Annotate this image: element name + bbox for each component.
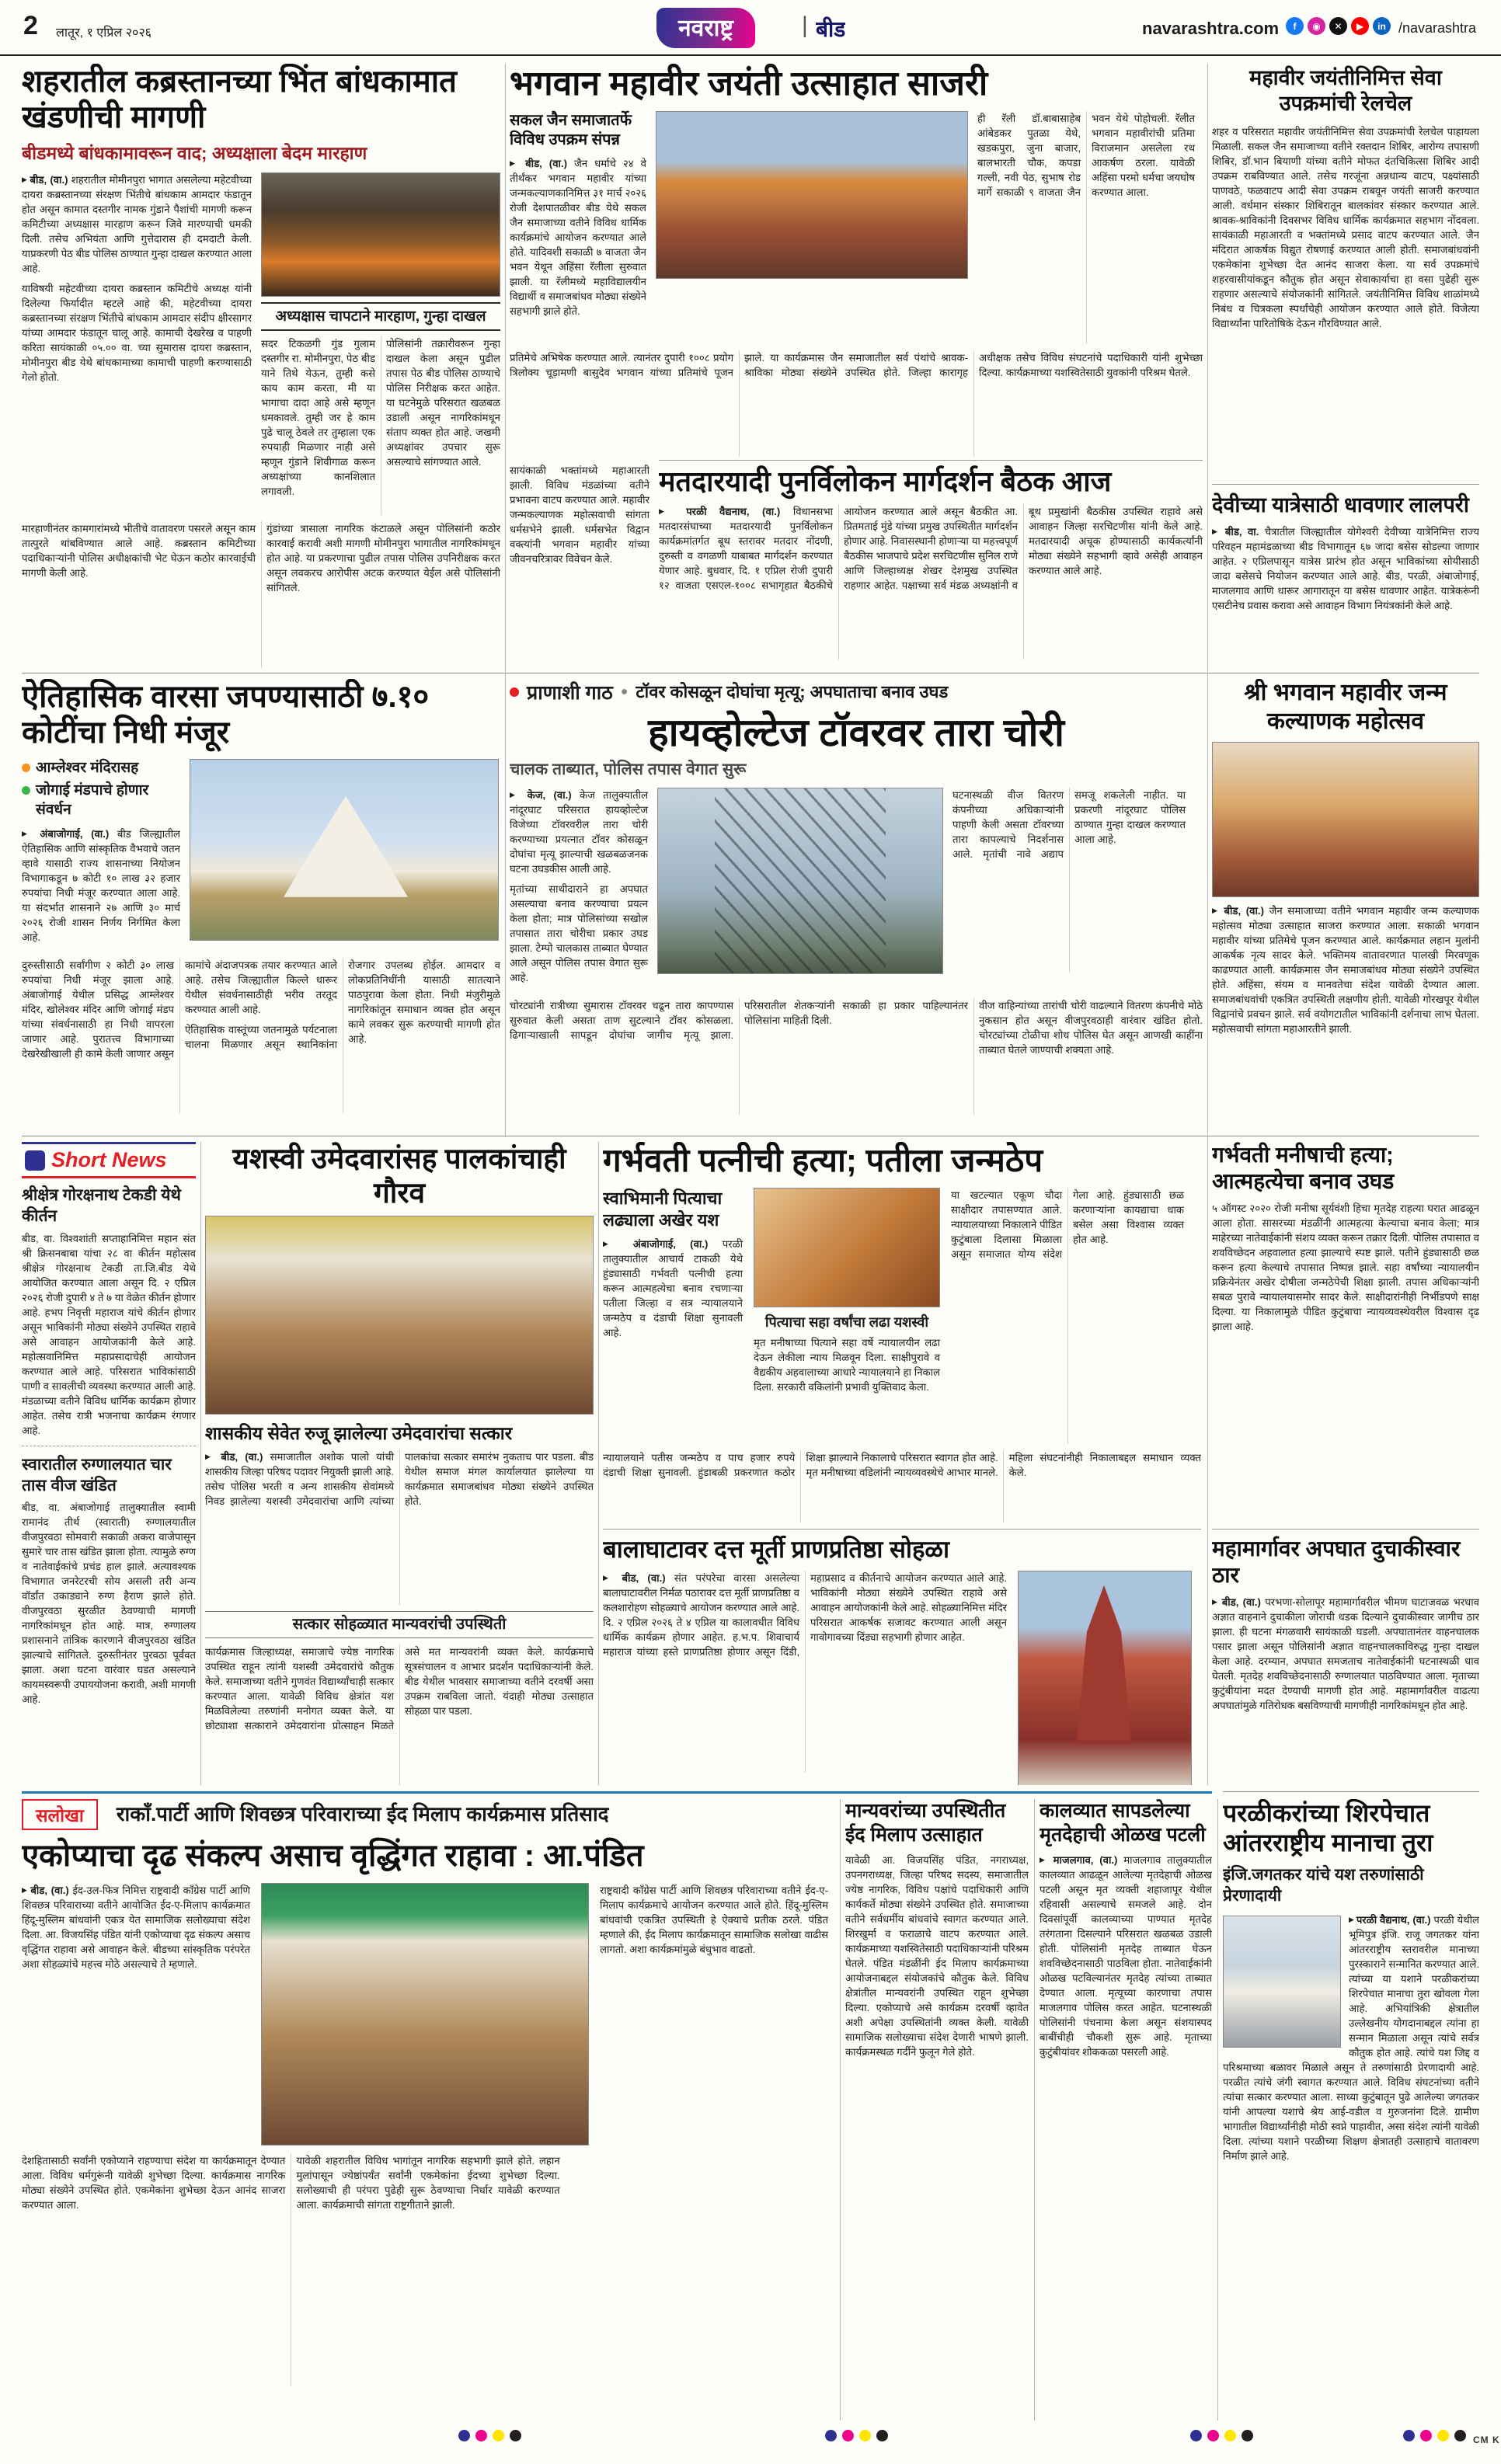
article-manisha-hatya	[1212, 1142, 1479, 1523]
print-dots	[1403, 2430, 1471, 2445]
article-body: ही रॅली डॉ.बाबासाहेब आंबेडकर पुतळा येथे, खडकपुरा, जुना बाजार, बालभारती चौक, कपडा गल्ली, नवी पेठ, सुभाष रोड मार्गे सकाळी ९ वाजता जैन भवन येथे पोहोचली. रॅलीत भगवान महावीरांची प्रतिमा विराजमान असलेला रथ आकर्षण ठरला. यावेळी अहिंसा परमो धर्मचा जयघोष करण्यात आला.	[977, 113, 1195, 199]
article-body: मारहाणीनंतर कामगारांमध्ये भीतीचे वातावरण पसरले असून काम तात्पुरते थांबविण्यात आले आहे. कब्रस्तान कमिटीच्या पदाधिकाऱ्यांनी पोलिस अधीक्षकांची भेट घेऊन कठोर कारवाईची मागणी केली आहे.	[22, 523, 256, 579]
short-news-item	[22, 1185, 196, 1438]
yellow-dot	[1224, 2430, 1236, 2441]
article-headline: महावीर जयंतीनिमित्त सेवा उपक्रमांची रेलचेल	[1249, 66, 1442, 115]
article-headline: मान्यवरांच्या उपस्थितीत ईद मिलाप उत्साहात	[845, 1800, 1006, 1846]
fallen-tower-photo	[657, 788, 943, 974]
gopuram-shape	[1065, 1585, 1143, 1741]
byline: ▶ माजलगाव, (वा.)	[1040, 1854, 1117, 1866]
cyan-dot	[825, 2430, 837, 2441]
black-dot	[1454, 2430, 1466, 2441]
article-jagtakar-yash	[1223, 1799, 1479, 2422]
jagtakar-portrait-photo	[1223, 1916, 1341, 2048]
article-manyavar-upasthiti	[845, 1799, 1029, 2422]
tag-separator-icon: ●	[620, 685, 629, 698]
temple-gopuram-photo	[1018, 1571, 1192, 1785]
bottom-section-rule	[22, 1791, 1212, 1794]
tower-lattice	[715, 788, 886, 973]
article-kicker: स्वाभिमानी पित्याचा लढ्याला अखेर यश	[603, 1188, 723, 1230]
youtube-icon[interactable]: ▶	[1351, 17, 1369, 35]
article-body: न्यायालयाने पतीस जन्मठेप व पाच हजार रुपये दंडाची शिक्षा सुनावली. हुंडाबळी प्रकरणात कठोर शिक्षा झाल्याने निकालाचे परिसरात स्वागत होत आहे. मृत मनीषाच्या वडिलांनी न्यायव्यवस्थेचे आभार मानले. महिला संघटनांनीही निकालाबद्दल समाधान व्यक्त केले.	[603, 1451, 1201, 1478]
article-body: केज तालुक्यातील नांदूरघाट परिसरात हायव्होल्टेज विजेच्या टॉवरवरील तारा चोरी करण्याच्या प्रयत्नात टॉवर कोसळून दोघांचा मृत्यू झाल्याची खळबळजनक घटना उघडकीस आली आहे.	[510, 789, 649, 875]
article-headline: मतदारयादी पुनर्विलोकन मार्गदर्शन बैठक आज	[659, 465, 1112, 497]
yellow-dot	[859, 2430, 871, 2441]
article-eid-milap	[22, 1799, 834, 2422]
black-dot	[1242, 2430, 1253, 2441]
bullet-item: जोगाई मंडपाचे होणार संवर्धन	[22, 781, 180, 820]
page-number: 2	[23, 11, 38, 40]
social-handle[interactable]: /navarashtra	[1398, 20, 1477, 36]
byline: ▶ बीड, (वा.)	[510, 158, 567, 169]
article-headline: गर्भवती मनीषाची हत्या; आत्महत्येचा बनाव उघड	[1212, 1143, 1395, 1194]
edition-name: बीड	[816, 17, 846, 41]
byline: ▶ बीड, (वा.)	[1212, 1596, 1261, 1608]
article-body: चोरट्यांनी रात्रीच्या सुमारास टॉवरवर चढून तारा कापण्यास सुरुवात केली असता ताण सुटल्याने टॉवर कोसळला. ढिगाऱ्याखाली सापडून दोघांचा जागीच मृत्यू झाला. परिसरातील शेतकऱ्यांनी सकाळी हा प्रकार पाहिल्यानंतर पोलिसांना माहिती दिली.	[510, 1000, 968, 1041]
mid-subhead: सत्कार सोहळ्यात मान्यवरांची उपस्थिती	[205, 1611, 594, 1638]
temple-shape	[284, 796, 408, 897]
bullet-item: आम्लेश्वर मंदिरासह	[22, 759, 180, 778]
section-rule	[1223, 1791, 1479, 1792]
article-body: जैन धर्माचे २४ वे तीर्थंकर भगवान महावीर यांच्या जन्मकल्याणकानिमित्त ३१ मार्च २०२६ रोजी देशपातळीवर बीड येथे सकल जैन समाजाच्या वतीने विविध धार्मिक कार्यक्रमांचे आयोजन करण्यात आले होते. यादिवशी सकाळी ७ वाजता जैन भवन येथून अहिंसा रॅलीला सुरुवात झाली. या रॅलीमध्ये महाविद्यालयीन विद्यार्थी व समाजबांधव मोठ्या संख्येने सहभागी झाले होते.	[510, 158, 646, 318]
byline: ▶ बीड, (वा.)	[205, 1451, 263, 1463]
article-kalvya-mrutdeh	[1040, 1799, 1212, 2422]
article-kicker: इंजि.जगतकर यांचे यश तरुणांसाठी प्रेरणादायी	[1223, 1865, 1424, 1905]
tag-kicker: टॉवर कोसळून दोघांचा मृत्यू; अपघाताचा बनाव उघड	[636, 681, 949, 701]
article-body: ईद-उल-फित्र निमित्त राष्ट्रवादी काँग्रेस पार्टी आणि शिवछत्र परिवाराच्या वतीने आयोजित ईद-ए-मिलाप कार्यक्रमात हिंदू-मुस्लिम बांधवांनी एकत्र येत सामाजिक सलोख्याचा संदेश दिला. आ. विजयसिंह पंडित यांनी एकोप्याचा दृढ संकल्प असाच वृद्धिंगत राहावा असे आवाहन केले. बीडच्या सांस्कृतिक परंपरेत अशा सोहळ्यांचे महत्त्व मोठे असल्याचे ते म्हणाले.	[22, 1885, 250, 1971]
facebook-icon[interactable]: f	[1286, 17, 1304, 35]
satkar-event-photo	[205, 1216, 594, 1415]
tag-label: प्राणाशी गाठ	[527, 682, 613, 704]
article-body: शहरातील मोमीनपुरा भागात असलेल्या महेटवीच्या दायरा कब्रस्तानच्या संरक्षण भिंतीचे बांधकाम आमदार फंडातून होत असून कामात दस्तगीर नामक गुंडाने पैशांची मागणी करून कमिटीच्या अध्यक्षास मारहाण करून जिवे मारण्याची धमकी दिली. तसेच अभियंता आणि गुत्तेदारास ही दमदाटी केली. याप्रकरणी पेठ बीड पोलिस ठाण्यात गुन्हा दाखल करण्यात आला आहे.	[22, 173, 252, 274]
column-rule	[1217, 1799, 1218, 2420]
article-body: यावेळी आ. विजयसिंह पंडित, नगराध्यक्ष, उपनगराध्यक्ष, जिल्हा परिषद सदस्य, समाजातील ज्येष्ठ नागरिक, विविध पक्षांचे पदाधिकारी आणि कार्यकर्ते मोठ्या संख्येने उपस्थित होते. समाजाच्या वतीने सर्वधर्मीय बांधवांचे स्वागत करण्यात आले. शिरखुर्मा व फराळाचे वाटप करण्यात आले. कार्यक्रमाच्या यशस्वितेसाठी पदाधिकाऱ्यांनी परिश्रम घेतले. पंडित मंडळींनी ईद मिलाप कार्यक्रमाच्या आयोजनाबद्दल संयोजकांचे कौतुक केले. विविध क्षेत्रांतील मान्यवरांनी उपस्थित राहून शुभेच्छा दिल्या. एकोप्याचे असे कार्यक्रम दरवर्षी व्हावेत अशी अपेक्षा उपस्थितांनी व्यक्त केली. यावेळी सामाजिक सलोख्याचा संदेश देणारी भाषणे झाली. कार्यक्रमस्थळ गर्दीने फुलून गेले होते.	[845, 1854, 1029, 2058]
article-body: परळी येथील भूमिपुत्र इंजि. राजू जगतकर यांना आंतरराष्ट्रीय स्तरावरील मानाच्या पुरस्काराने सन्मानित करण्यात आले. त्यांच्या या यशाने परळीकरांच्या शिरपेचात मानाचा तुरा खोवला गेला आहे. अभियांत्रिकी क्षेत्रातील उल्लेखनीय योगदानाबद्दल त्यांना हा सन्मान मिळाला असून त्यांचे सर्वत्र कौतुक होत आहे. त्यांचे यश जिद्द व परिश्रमाच्या बळावर मिळाले असून ते तरुणांसाठी प्रेरणादायी आहे. परळीत त्यांचे जंगी स्वागत करण्यात आले. विविध संघटनांच्या वतीने त्यांचा सत्कार करण्यात आला. साध्या कुटुंबातून पुढे आलेल्या जगतकर यांनी आपल्या यशाचे श्रेय आई-वडील व गुरुजनांना दिले. ग्रामीण भागातील विद्यार्थ्यांनीही मोठी स्वप्ने पाहावीत, असा संदेश त्यांनी यावेळी दिला. त्यांच्या यशाने परळीच्या शिक्षण क्षेत्रातही उत्साहाचे वातावरण निर्माण झाले आहे.	[1223, 1914, 1479, 2163]
article-body: सायंकाळी भक्तांमध्ये महाआरती झाली. विविध मंडळांच्या वतीने प्रभावना वाटप करण्यात आले. महावीर जन्मकल्याणक महोत्सवाची सांगता धर्मसभेने झाली. धर्मसभेत विद्वान वक्त्यांनी भगवान महावीर यांच्या जीवनचरित्रावर विवेचन केले.	[510, 465, 650, 565]
article-devi-yatra	[1212, 492, 1479, 670]
byline: ▶ बीड, (वा.)	[22, 174, 68, 186]
black-dot	[876, 2430, 888, 2441]
salokha-tag: सलोखा	[22, 1799, 98, 1830]
bullet-dot-icon	[22, 764, 30, 772]
article-body: माजलगाव तालुक्यातील कालव्यात आढळून आलेल्या मृतदेहाची ओळख पटली असून मृत व्यक्ती शहाजापूर येथील रहिवासी असल्याचे समजले आहे. दोन दिवसांपूर्वी कालव्याच्या पाण्यात मृतदेह तरंगताना दिसल्याने परिसरात खळबळ उडाली होती. पोलिसांनी मृतदेह ताब्यात घेऊन शवविच्छेदनासाठी पाठविला होता. नातेवाईकांनी ओळख पटविल्यानंतर मृतदेह त्यांच्या ताब्यात देण्यात आला. मृत्यूच्या कारणाचा तपास माजलगाव पोलिस करत आहेत. घटनास्थळी पोलिसांनी पंचनामा केला असून संशयास्पद बाबींचीही चौकशी सुरू आहे. मृताच्या कुटुंबीयांवर शोककळा पसरली आहे.	[1040, 1854, 1212, 2058]
box-subhead: अध्यक्षास चापटाने मारहाण, गुन्हा दाखल	[261, 302, 500, 332]
article-mahavir-jayanti	[510, 64, 1203, 457]
article-tower-chori	[510, 679, 1203, 1134]
byline: ▶ अंबाजोगाई, (वा.)	[603, 1238, 708, 1250]
byline: ▶ केज, (वा.)	[510, 789, 572, 801]
instagram-icon[interactable]: ◉	[1308, 17, 1325, 35]
short-news-icon	[25, 1150, 45, 1171]
article-body: ऐतिहासिक वास्तूंच्या जतनामुळे पर्यटनाला चालना मिळणार असून स्थानिकांना रोजगार उपलब्ध होईल. आमदार व लोकप्रतिनिधींनी यासाठी सातत्याने पाठपुरावा केला होता. निधी मंजुरीमुळे नागरिकांतून समाधान व्यक्त होत असून कामे लवकर सुरू करण्याची मागणी होत आहे.	[185, 959, 500, 1050]
article-subhead: शासकीय सेवेत रुजू झालेल्या उमेदवारांचा सत्कार	[205, 1423, 513, 1444]
article-subhead: बीडमध्ये बांधकामावरून वाद; अध्यक्षाला बेदम मारहाण	[22, 142, 367, 163]
article-body: गुंडांच्या त्रासाला नागरिक कंटाळले असून पोलिसांनी कठोर कारवाई करावी अशी मागणी मोमीनपुरा भागातील नागरिकांमधून होत आहे. या प्रकरणाचा पुढील तपास पोलिस उपनिरीक्षक करत असून लवकरच आरोपीस अटक करण्यात येईल असे पोलिसांनी सांगितले.	[266, 523, 500, 594]
byline: ▶ बीड, (वा.)	[22, 1885, 69, 1896]
mahotsav-group-photo	[1212, 742, 1479, 897]
magenta-dot	[842, 2430, 854, 2441]
article-body: मृतांच्या साथीदाराने हा अपघात असल्याचा बनाव करण्याचा प्रयत्न केला होता; मात्र पोलिसांच्या सखोल तपासात तारा चोरीचा प्रकार उघड झाला. टेम्पो चालकास ताब्यात घेण्यात आले असून पोलिस तपास वेगात सुरू आहे.	[510, 883, 648, 983]
article-kicker: राकाँ.पार्टी आणि शिवछत्र परिवाराच्या ईद मिलाप कार्यक्रमास प्रतिसाद	[116, 1802, 609, 1826]
column-rule	[505, 64, 506, 1136]
cyan-dot	[458, 2430, 470, 2441]
article-subhead: चालक ताब्यात, पोलिस तपास वेगात सुरू	[510, 760, 747, 778]
article-body: सदर टिकळगी गुंड गुलाम दस्तगीर रा. मोमीनपुरा, पेठ बीड याने तिथे येऊन, तुम्ही कसे काय काम करता, मी या भागाचा दादा आहे असे म्हणून धमकावले. तुम्ही जर हे काम पुढे चालू ठेवले तर तुम्हाला एक रुपयाही मिळणार नाही असे म्हणून गुंडाने शिवीगाळ करून अध्यक्षांच्या कानशिलात लगावली.	[261, 338, 375, 498]
cyan-dot	[1190, 2430, 1202, 2441]
masthead-divider: |	[802, 12, 808, 38]
page-header	[0, 0, 1501, 56]
article-headline: ऐतिहासिक वारसा जपण्यासाठी ७.१० कोटींचा निधी मंजूर	[22, 680, 430, 750]
article-body: परभणा-सोलापूर महामार्गावरील भीमण घाटाजवळ भरधाव अज्ञात वाहनाने दुचाकीला जोराची धडक दिल्याने दुचाकीस्वार जागीच ठार झाला. ही घटना मंगळवारी सायंकाळी घडली. अपघातानंतर वाहनचालक पसार झाला असून पोलिसांनी अज्ञात वाहनचालकाविरुद्ध गुन्हा दाखल केला आहे. दरम्यान, अपघात समजताच नातेवाईकांनी घटनास्थळी धाव घेतली. मृतदेह शवविच्छेदनासाठी रुग्णालयात पाठविण्यात आला. मृताच्या कुटुंबीयांना मदत देण्याची मागणी होत आहे. महामार्गावरील वाढत्या अपघातांमुळे गतिरोधक बसविण्याची मागणीही नागरिकांमधून होत आहे.	[1212, 1596, 1479, 1712]
article-body: पोलिसांनी तक्रारीवरून गुन्हा दाखल केला असून पुढील तपास पेठ बीड पोलिस ठाण्याचे पोलिस निरीक्षक करत आहेत. या घटनेमुळे परिसरात खळबळ उडाली असून नागरिकांमधून संताप व्यक्त होत आहे. जखमी अध्यक्षांवर उपचार सुरू असल्याचे सांगण्यात आले.	[386, 338, 500, 468]
article-headline: श्री भगवान महावीर जन्म कल्याणक महोत्सव	[1244, 680, 1447, 734]
article-yashasvi-satkar	[205, 1142, 594, 1785]
column-rule	[200, 1142, 201, 1785]
column-rule	[840, 1799, 841, 2420]
eid-milap-group-photo	[261, 1883, 589, 2146]
short-news-box	[22, 1142, 196, 1785]
article-headline: देवीच्या यात्रेसाठी धावणार लालपरी	[1212, 493, 1469, 517]
article-body: मृत मनीषाच्या पित्याने सहा वर्षे न्यायालयीन लढा देऊन लेकीला न्याय मिळवून दिला. साक्षीपुरावे व वैद्यकीय अहवालाच्या आधारे न्यायालयाने हा निकाल दिला. सरकारी वकिलांनी प्रभावी युक्तिवाद केला.	[754, 1336, 940, 1393]
article-headline: एकोप्याचा दृढ संकल्प असाच वृद्धिंगत राहावा : आ.पंडित	[22, 1839, 644, 1873]
article-headline: भगवान महावीर जयंती उत्साहात साजरी	[510, 64, 988, 103]
short-news-item-body: बीड, वा. अंबाजोगाई तालुक्यातील स्वामी रामानंद तीर्थ (स्वाराती) रुग्णालयातील वीजपुरवठा सोमवारी सकाळी अकरा वाजेपासून सुमारे चार तास खंडित झाला होता. त्यामुळे रुग्ण व नातेवाईकांचे प्रचंड हाल झाले. अत्यावश्यक विभागात जनरेटरची सोय असली तरी अन्य वॉर्डांत उकाड्याने रुग्ण हैराण झाले होते. वीजपुरवठा सुरळीत ठेवण्याची मागणी नागरिकांमधून होत आहे. मात्र, रुग्णालय प्रशासनाने तांत्रिक कारणाने वीजपुरवठा खंडित झाल्याचे सांगितले. दुरुस्तीनंतर पुरवठा पूर्ववत झाला. अशा घटना वारंवार घडत असल्याने कायमस्वरूपी उपाययोजना करावी, अशी मागणी आहे.	[22, 1502, 196, 1706]
short-news-item	[22, 1454, 196, 1707]
short-news-item-body: बीड, वा. विश्वशांती सप्ताहानिमित्त महान संत श्री क्रिसनबाबा यांचा २८ वा कीर्तन महोत्सव श्रीक्षेत्र गोरक्षनाथ टेकडी ता.जि.बीड येथे आयोजित करण्यात आला असून दि. २ एप्रिल २०२६ रोजी दुपारी ४ ते ७ या वेळेत कीर्तन होणार आहे. हभप निवृत्ती महाराज यांचे कीर्तन होणार असून भाविकांनी मोठ्या संख्येने उपस्थित राहावे असे आवाहन आयोजकांनी केले आहे. महोत्सवानिमित्त महाप्रसादाचेही आयोजन करण्यात आले आहे. परिसरात भाविकांसाठी पाणी व सावलीची व्यवस्था करण्यात आली आहे. मंडळाच्या वतीने विविध धार्मिक कार्यक्रम होणार आहेत. तसेच रात्री भजनाचा कार्यक्रम रंगणार आहे.	[22, 1232, 196, 1436]
magenta-dot	[1420, 2430, 1432, 2441]
article-headline: हायव्होल्टेज टॉवरवर तारा चोरी	[648, 711, 1064, 754]
article-datt-murti	[603, 1529, 1201, 1785]
masthead-logo: नवराष्ट्र	[656, 8, 755, 48]
article-seva-relchel	[1212, 65, 1479, 485]
article-body: ५ ऑगस्ट २०२० रोजी मनीषा सूर्यवंशी हिचा मृतदेह राहत्या घरात आढळून आला होता. सासरच्या मंडळींनी आत्महत्या केल्याचा बनाव केला; मात्र माहेरच्या नातेवाईकांनी संशय व्यक्त करून तक्रार दिली. पोलिस तपासात व शवविच्छेदन अहवालात हत्या झाल्याचे स्पष्ट झाले. पतीने हुंड्यासाठी छळ करून हत्या केल्याचे तपासात निष्पन्न झाले. सहा वर्षांच्या न्यायालयीन प्रक्रियेनंतर अखेर दोषीला जन्मठेपेची शिक्षा झाली. तपास अधिकाऱ्यांनी सबळ पुरावे न्यायालयासमोर सादर केले. साक्षीदारांनीही निर्भीडपणे साक्ष दिल्या. या निकालामुळे पीडित कुटुंबाचा न्यायव्यवस्थेवरील विश्वास दृढ झाला आहे.	[1212, 1202, 1479, 1333]
byline: ▶ अंबाजोगाई, (वा.)	[22, 828, 109, 840]
yellow-dot	[1437, 2430, 1449, 2441]
column-rule	[1207, 64, 1208, 1785]
x-icon[interactable]: ✕	[1329, 17, 1347, 35]
social-icons	[1282, 17, 1391, 35]
black-dot	[510, 2430, 521, 2441]
article-body: या खटल्यात एकूण चौदा साक्षीदार तपासण्यात आले. न्यायालयाच्या निकालाने पीडित कुटुंबाला दिलासा मिळाला असून समाजात योग्य संदेश गेला आहे. हुंड्यासाठी छळ करणाऱ्यांना कायद्याचा धाक बसेल असा विश्वास व्यक्त होत आहे.	[951, 1188, 1184, 1260]
byline: ▶ बीड, (वा.)	[603, 1572, 666, 1584]
byline: ▶ बीड, (वा.)	[1212, 905, 1264, 917]
article-subhead: सकल जैन समाजातर्फे विविध उपक्रम संपन्न	[510, 112, 632, 149]
article-body: घटनास्थळी वीज वितरण कंपनीच्या अधिकाऱ्यांनी पाहणी केली असता टॉवरच्या तारा कापल्याचे निदर्शनास आले. मृतांची नावे अद्याप समजू शकलेली नाहीत. या प्रकरणी नांदूरघाट पोलिस ठाण्यात गुन्हा दाखल करण्यात आला आहे.	[952, 789, 1186, 860]
short-news-item-headline: स्वारातील रुग्णालयात चार तास वीज खंडित	[22, 1455, 172, 1495]
bullet-dot-icon	[22, 786, 30, 795]
dateline: लातूर, १ एप्रिल २०२६	[56, 26, 151, 40]
article-body: कार्यक्रमास जिल्हाध्यक्ष, समाजाचे ज्येष्ठ नागरिक उपस्थित राहून त्यांनी यशस्वी उमेदवारांचे कौतुक केले. समाजाच्या वतीने गुणवंत विद्यार्थ्यांचाही सत्कार करण्यात आला. यावेळी विविध क्षेत्रांत यश मिळविलेल्या तरुणांनी मनोगत व्यक्त केले. या छोट्याशा सत्काराने उमेदवारांना प्रोत्साहन मिळते असे मत मान्यवरांनी व्यक्त केले. कार्यक्रमाचे सूत्रसंचालन व आभार प्रदर्शन पदाधिकाऱ्यांनी केले. बीड येथील भावसार समाजाच्या वतीने दरवर्षी असा उपक्रम राबविला जातो. यंदाही मोठ्या उत्साहात सोहळा पार पडला.	[205, 1646, 594, 1732]
article-headline: गर्भवती पत्नीची हत्या; पतीला जन्मठेप	[603, 1142, 1043, 1178]
article-heritage-nidhi	[22, 679, 500, 1134]
article-body: याविषयी महेटवीच्या दायरा कब्रस्तान कमिटीचे अध्यक्ष यांनी दिलेल्या फिर्यादीत म्हटले आहे की, महेटवीच्या दायरा कब्रस्तानच्या संरक्षण भिंतीचे बांधकाम आमदार संदीप क्षीरसागर यांच्या आमदार फंडातून चालू आहे. कामाची देखरेख व पाहणी करिता सायंकाळी ०५.०० वा. च्या सुमारास दायरा कब्रस्तान, मोमीनपुरा बीड येथे बांधकामाच्या कामाची पाहणी करण्यासाठी गेलो होतो.	[22, 282, 252, 383]
article-headline: महामार्गावर अपघात दुचाकीस्वार ठार	[1212, 1537, 1461, 1588]
website-url[interactable]: navarashtra.com	[1142, 19, 1280, 38]
article-headline: परळीकरांच्या शिरपेचात आंतरराष्ट्रीय मानाचा तुरा	[1223, 1799, 1433, 1857]
article-body: वीज वाहिन्यांच्या तारांची चोरी वाढल्याने वितरण कंपनीचे मोठे नुकसान होत असून वीजपुरवठाही वारंवार खंडित होतो. चोरट्यांच्या टोळीचा शोध पोलिस घेत असून आणखी काहींना ताब्यात घेतले जाण्याची शक्यता आहे.	[979, 1000, 1203, 1056]
column-rule	[598, 1142, 599, 1785]
article-body: विधानसभा मतदारसंघाच्या मतदारयादी पुनर्विलोकन कार्यक्रमांतर्गत बूथ स्तरावर मतदार नोंदणी, दुरुस्ती व वगळणी याबाबत मार्गदर्शन करण्यात येणार आहे. बुधवार, दि. १ एप्रिल रोजी दुपारी १२ वाजता एसएल-१००८ सभागृहात बैठकीचे आयोजन करण्यात आले असून बैठकीत आ. प्रितमताई मुंडे यांच्या प्रमुख उपस्थितीत मार्गदर्शन होणार आहे. निवासस्थानी होणाऱ्या या महत्त्वपूर्ण बैठकीस भाजपाचे प्रदेश सरचिटणीस सुनिल राणे आणि जिल्हाध्यक्ष शेखर देशमुख उपस्थित राहणार आहेत. पक्षाच्या सर्व मंडळ अध्यक्षांनी व बूथ प्रमुखांनी बैठकीस उपस्थित राहावे असे आवाहन जिल्हा सरचिटणीस यांनी केले आहे. मतदारयादी अचूक होण्यासाठी कार्यकर्त्यांनी मोठ्या संख्येने सहभागी व्हावे असेही आवाहन करण्यात आले आहे.	[659, 506, 1203, 592]
short-news-title: Short News	[51, 1148, 167, 1171]
article-body: समाजातील अशोक पालो यांची शासकीय जिल्हा परिषद पदावर नियुक्ती झाली आहे. तसेच पोलिस भरती व अन्य शासकीय सेवांमध्ये निवड झालेल्या यशस्वी उमेदवारांचा आणि त्यांच्या पालकांचा सत्कार समारंभ नुकताच पार पडला. बीड येथील समाज मंगल कार्यालयात झालेल्या या कार्यक्रमात समाजबांधव मोठ्या संख्येने उपस्थित होते.	[205, 1451, 594, 1508]
article-body: बीड जिल्ह्यातील ऐतिहासिक आणि सांस्कृतिक वैभवाचे जतन व्हावे यासाठी राज्य शासनाच्या नियोजन विभागाकडून ७ कोटी १० लाख ३२ हजार रुपयांचा निधी मंजूर करण्यात आला आहे. या संदर्भात शासनाने २७ आणि ३० मार्च २०२६ रोजी शासन निर्णय निर्गमित केला आहे.	[22, 827, 181, 943]
linkedin-icon[interactable]: in	[1373, 17, 1391, 35]
red-dot-icon	[510, 687, 519, 697]
byline: ▶ परळी वैद्यनाथ, (वा.)	[1349, 1914, 1431, 1926]
article-body: देशहितासाठी सर्वांनी एकोप्याने राहण्याचा संदेश या कार्यक्रमातून देण्यात आला. विविध धर्मगुरूंनी यावेळी शुभेच्छा दिल्या. कार्यक्रमास नागरिक मोठ्या संख्येने उपस्थित होते. एकमेकांना शुभेच्छा देऊन आनंद साजरा करण्यात आला.	[22, 2155, 286, 2212]
article-mahavir-jayanti-continue	[510, 463, 650, 668]
short-news-item-headline: श्रीक्षेत्र गोरक्षनाथ टेकडी येथे कीर्तन	[22, 1186, 181, 1226]
tagline	[510, 679, 1203, 705]
article-body: राष्ट्रवादी काँग्रेस पार्टी आणि शिवछत्र परिवाराच्या वतीने ईद-ए-मिलाप कार्यक्रमाचे आयोजन करण्यात आले होते. हिंदू-मुस्लिम बांधवांची एकत्रित उपस्थिती हे ऐक्याचे प्रतीक ठरले. पंडित म्हणाले की, ईद मिलाप कार्यक्रमातून सामाजिक सलोखा वाढीस लागतो. अशा कार्यक्रमांमुळे बंधुभाव वाढतो.	[600, 1885, 828, 1956]
article-body: जैन समाजाच्या वतीने भगवान महावीर जन्म कल्याणक महोत्सव मोठ्या उत्साहात साजरा करण्यात आला. सकाळी भगवान महावीर यांच्या प्रतिमेचे पूजन करण्यात आले. कार्यक्रमात लहान मुलांनी आकर्षक नृत्य सादर केले. भक्तिमय वातावरणात पालखी मिरवणूक काढण्यात आली. कार्यक्रमास जैन समाजबांधव मोठ्या संख्येने उपस्थित होते. अहिंसा, संयम व मानवतेचा संदेश यावेळी देण्यात आला. समाजबांधवांची एकत्रित उपस्थिती लक्षणीय होती. यावेळी गोरखपूर येथील विद्वानांचे प्रवचन झाले. सर्व वयोगटातील भाविकांनी दर्शनाचा लाभ घेतला. महोत्सवाची सांगता महाआरतीने झाली.	[1212, 905, 1479, 1035]
byline: ▶ बीड, वा.	[1212, 526, 1259, 538]
article-body: यावेळी शहरातील विविध भागांतून नागरिक सहभागी झाले होते. लहान मुलांपासून ज्येष्ठांपर्यंत सर्वांनी एकमेकांना ईदच्या शुभेच्छा दिल्या. सलोख्याची ही परंपरा पुढेही सुरू ठेवण्याचा निर्धार यावेळी करण्यात आला. कार्यक्रमाची सांगता राष्ट्रगीताने झाली.	[296, 2155, 560, 2212]
yellow-dot	[493, 2430, 504, 2441]
article-body: दुरुस्तीसाठी सर्वांगीण २ कोटी ३० लाख रुपयांचा निधी मंजूर झाला आहे. अंबाजोगाई येथील प्रसिद्ध आम्लेश्वर मंदिर, खोलेश्वर मंदिर आणि जोगाई मंडप यांच्या संवर्धनासाठी हा निधी वापरला जाणार आहे. पुरातत्त्व विभागाच्या देखरेखीखाली ही कामे केली जाणार असून कामांचे अंदाजपत्रक तयार करण्यात आले आहे. तसेच जिल्ह्यातील किल्ले धारूर येथील संवर्धनासाठीही भरीव तरतूद करण्यात आली आहे.	[22, 959, 337, 1060]
procession-photo	[656, 111, 968, 279]
short-news-header	[22, 1142, 196, 1178]
article-headline: शहरातील कब्रस्तानच्या भिंत बांधकामात खंडणीची मागणी	[22, 64, 457, 135]
print-dots	[458, 2430, 527, 2445]
mid-subhead: पित्याचा सहा वर्षांचा लढा यशस्वी	[764, 1314, 929, 1330]
article-kabrastan	[22, 64, 500, 668]
debris-fire-photo	[261, 172, 500, 297]
article-headline: बालाघाटावर दत्त मूर्ती प्राणप्रतिष्ठा सोहळा	[603, 1536, 950, 1563]
article-janma-kalyanak	[1212, 679, 1479, 1134]
article-matdar-baithak	[659, 460, 1203, 668]
temple-photo	[190, 759, 499, 941]
article-body: चैत्रातील जिल्ह्यातील योगेश्वरी देवीच्या यात्रेनिमित्त राज्य परिवहन महामंडळाच्या बीड विभागातून ६७ जादा बसेस सोडल्या जाणार आहेत. २ एप्रिलपासून यात्रेस प्रारंभ होत असून भाविकांच्या सोयीसाठी जादा बसेसचे नियोजन करण्यात आले आहे. बीड, परळी, अंबाजोगाई, माजलगाव आणि धारूर आगारातून या बसेस धावणार आहेत. यात्रेकरूंनी एसटीनेच प्रवास करावा असे आवाहन विभाग नियंत्रकांनी केले आहे.	[1212, 525, 1479, 611]
column-rule	[1034, 1799, 1035, 2420]
magenta-dot	[475, 2430, 487, 2441]
article-body: प्रतिमेचे अभिषेक करण्यात आले. त्यानंतर दुपारी १००८ प्रयोग त्रिलोक्य चूड़ामणी बासुदेव भगवान यांच्या प्रतिमांचे पूजन झाले. या कार्यक्रमास जैन समाजातील सर्व पंथांचे श्रावक-श्राविका मोठ्या संख्येने उपस्थित होते. जिल्हा कारागृह अधीक्षक तसेच विविध संघटनांचे पदाधिकारी यांनी शुभेच्छा दिल्या. कार्यक्रमाच्या यशस्वितेसाठी युवकांनी परिश्रम घेतले.	[510, 352, 1203, 379]
byline: ▶ परळी वैद्यनाथ, (वा.)	[659, 506, 780, 517]
article-garbhavati-hatya	[603, 1142, 1201, 1523]
article-headline: कालव्यात सापडलेल्या मृतदेहाची ओळख पटली	[1040, 1800, 1206, 1846]
article-body: परळी तालुक्यातील आचार्य टाकळी येथे हुंड्यासाठी गर्भवती पत्नीची हत्या करून आत्महत्येचा बनाव रचणाऱ्या पतीला जिल्हा व सत्र न्यायालयाने जन्मठेप व दंडाची शिक्षा सुनावली आहे.	[603, 1237, 744, 1338]
print-dots	[825, 2430, 893, 2445]
print-dots	[1190, 2430, 1259, 2445]
cyan-dot	[1403, 2430, 1415, 2441]
article-body: शहर व परिसरात महावीर जयंतीनिमित्त सेवा उपक्रमांची रेलचेल पाहायला मिळाली. सकल जैन समाजाच्या वतीने रक्तदान शिबिर, आरोग्य तपासणी शिबिर, डॉ.भान बियाणी यांच्या वतीने मोफत दंतचिकित्सा शिबिर आदी उपक्रम राबविण्यात आले. तसेच गरजूंना अन्नधान्य वाटप, पक्ष्यांसाठी पाणवठे, फळवाटप आदी सेवा उपक्रम राबवून जयंती साजरी करण्यात आली. वर्धमान संस्कार शिबिरातून बालकांवर संस्कार करण्यात आले. श्रावक-श्राविकांनी दिवसभर विविध धार्मिक कार्यक्रमात सहभाग नोंदवला. सायंकाळी महाआरती व भक्तांमध्ये प्रसाद वाटप करण्यात आले. जैन मंदिरात आकर्षक विद्युत रोषणाई करण्यात आली होती. समाजबांधवांनी एकमेकांना शुभेच्छा देत आनंद साजरा केला. या सर्व उपक्रमांचे शहरवासीयांकडून कौतुक होत असून सेवाकार्याचा हा वसा पुढेही सुरू राहणार असल्याचे संयोजकांनी सांगितले. जयंतीनिमित्त विविध शाळांमध्ये निबंध व चित्रकला स्पर्धांचेही आयोजन करण्यात आले होते. विजेत्या विद्यार्थ्यांना पारितोषिके देऊन गौरविण्यात आले.	[1212, 125, 1479, 329]
article-headline: यशस्वी उमेदवारांसह पालकांचाही गौरव	[232, 1143, 566, 1209]
hands-writing-photo	[754, 1188, 940, 1307]
cmyk-label: CM K	[1473, 2434, 1500, 2445]
article-mahamarg-apghat	[1212, 1529, 1479, 1785]
magenta-dot	[1207, 2430, 1219, 2441]
article-body: संत परंपरेचा वारसा असलेल्या बालाघाटावरील निर्मळ पठारावर दत्त मूर्ती प्राणप्रतिष्ठा व कलशारोहण सोहळ्याचे आयोजन करण्यात आले आहे. दि. २ एप्रिल २०२६ ते ४ एप्रिल या कालावधीत विविध धार्मिक कार्यक्रम होणार आहेत. ह.भ.प. शिवाचार्य महाराज यांच्या हस्ते प्राणप्रतिष्ठा होणार असून दिंडी, महाप्रसाद व कीर्तनाचे आयोजन करण्यात आले आहे. भाविकांनी मोठ्या संख्येने उपस्थित राहावे असे आवाहन आयोजकांनी केले आहे. सोहळ्यानिमित्त मंदिर परिसरात आकर्षक सजावट करण्यात आली असून गावोगावच्या दिंड्या सहभागी होणार आहेत.	[603, 1571, 1007, 1658]
